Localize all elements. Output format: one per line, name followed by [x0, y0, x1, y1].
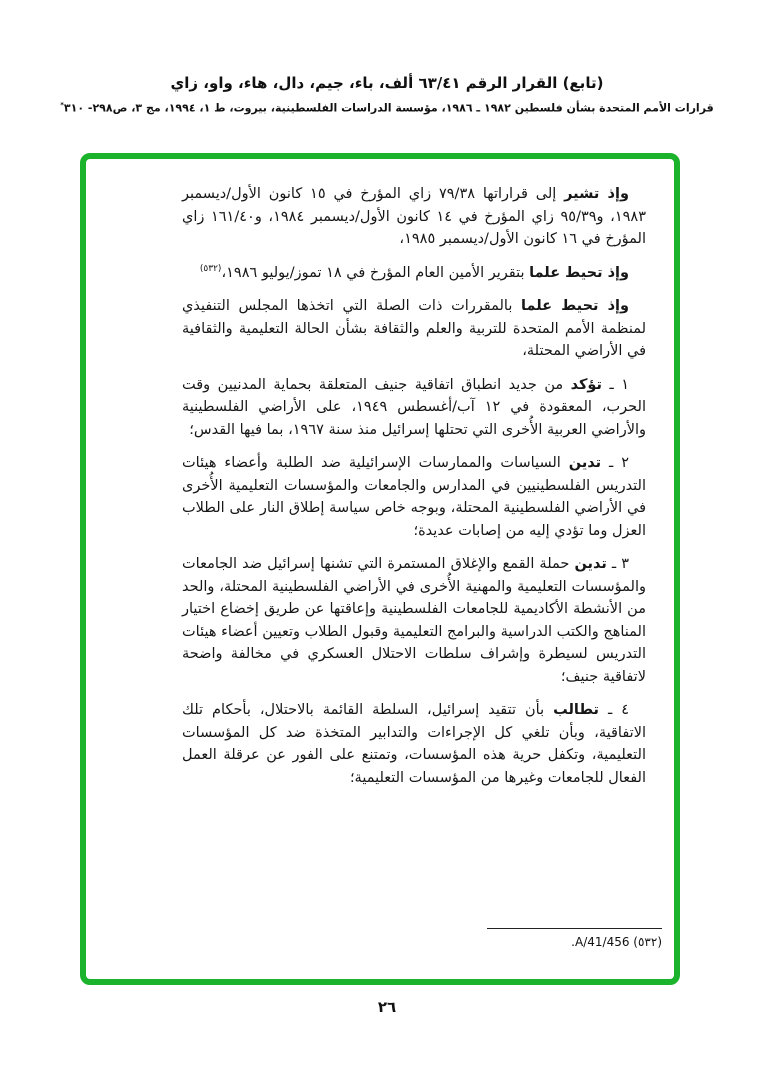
paragraph-number: ٢ ـ: [601, 455, 629, 471]
header-source-line: [0, 101, 774, 115]
operative-paragraph-1: [182, 374, 646, 442]
paragraph-lead: تطالب: [553, 702, 599, 718]
footnote-separator: [487, 928, 662, 929]
paragraph-lead: تؤكد: [570, 376, 602, 393]
paragraph-text: السياسات والممارسات الإسرائيلية ضد الطلبة وأعضاء هيئات التدريس الفلسطينيين في المدارس والجامعات والمؤسسات التعليمية الأُخرى في الأراضي الفلسطينية المحتلة، وبوجه خاص سياسة إطلاق النار على الطلاب العزل وما تؤدي إليه من إصابات عديدة؛: [182, 455, 646, 539]
paragraph-number: ١ ـ: [601, 376, 629, 393]
resolution-green-box: [80, 153, 680, 985]
header-source-text: قرارات الأمم المتحدة بشأن فلسطين ١٩٨٢ ـ ١٩٨٦، مؤسسة الدراسات الفلسطينية، بيروت، ط ١، ١٩٩٤، مج ٣، ص٢٩٨- ٣١٠: [63, 101, 714, 115]
operative-paragraph-4: [182, 699, 646, 789]
page-header: [0, 74, 774, 115]
paragraph-text: من جديد انطباق اتفاقية جنيف المتعلقة بحماية المدنيين وقت الحرب، المعقودة في ١٢ آب/أغسطس ١٩٤٩، على الأراضي الفلسطينية والأراضي العربية الأُخرى التي تحتلها إسرائيل منذ سنة ١٩٦٧، بما فيها القدس؛: [182, 376, 646, 438]
paragraph-lead: وإذ تحيط علما: [521, 298, 629, 314]
header-title: (تابع) القرار الرقم ٦٣/٤١ ألف، باء، جيم، دال، هاء، واو، زاي: [170, 74, 604, 92]
footnote-reference: (٥٣٢): [199, 263, 222, 274]
paragraph-text: بأن تتقيد إسرائيل، السلطة القائمة بالاحتلال، بأحكام تلك الاتفاقية، وبأن تلغي كل الإجراءات والتدابير المتخذة ضد كل المؤسسات التعليمية، وتكفل حرية هذه المؤسسات، وتمتنع على الفور عن عرقلة العمل الفعال للجامعات وغيرها من المؤسسات التعليمية؛: [182, 702, 646, 786]
paragraph-lead: وإذ تشير: [564, 186, 629, 202]
page-number: ٢٦: [377, 998, 397, 1016]
paragraph-lead: وإذ تحيط علما: [529, 264, 629, 281]
footnote-block: [487, 928, 662, 949]
paragraph-number: ٣ ـ: [606, 556, 630, 572]
operative-paragraph-3: [182, 553, 646, 688]
paragraph-text: إلى قراراتها ٧٩/٣٨ زاي المؤرخ في ١٥ كانون الأول/ديسمبر ١٩٨٣، و٩٥/٣٩ زاي المؤرخ في ١٤ كانون الأول/ديسمبر ١٩٨٤، و١٦١/٤٠ زاي المؤرخ في ١٦ كانون الأول/ديسمبر ١٩٨٥،: [182, 186, 646, 247]
operative-paragraph-2: [182, 452, 646, 542]
resolution-body-text: [182, 183, 646, 789]
header-source-note-mark: *: [60, 101, 64, 109]
preamble-paragraph-recalling: [182, 183, 646, 251]
preamble-paragraph-taking-note-report: [182, 262, 646, 285]
footnote-text: (٥٣٢) A/41/456.: [571, 935, 662, 949]
paragraph-text: حملة القمع والإغلاق المستمرة التي تشنها إسرائيل ضد الجامعات والمؤسسات التعليمية والمهنية الأُخرى في الأراضي الفلسطينية المحتلة، والحد من الأنشطة الأكاديمية للجامعات الفلسطينية وإعاقتها عن طريق إخضاع اختيار المناهج والكتب الدراسية والبرامج التعليمية وقبول الطلاب وتعيين أعضاء هيئات التدريس لسيطرة وإشراف سلطات الاحتلال العسكري في مخالفة واضحة لاتفاقية جنيف؛: [182, 556, 646, 685]
paragraph-text: بتقرير الأمين العام المؤرخ في ١٨ تموز/يوليو ١٩٨٦،: [221, 264, 530, 281]
paragraph-text: بالمقررات ذات الصلة التي اتخذها المجلس التنفيذي لمنظمة الأمم المتحدة للتربية والعلم والثقافة بشأن الحالة التعليمية والثقافية في الأراضي المحتلة،: [182, 298, 646, 359]
paragraph-lead: تدين: [574, 556, 607, 572]
paragraph-lead: تدين: [568, 455, 602, 471]
preamble-paragraph-taking-note-decisions: [182, 295, 646, 363]
paragraph-number: ٤ ـ: [598, 702, 629, 718]
